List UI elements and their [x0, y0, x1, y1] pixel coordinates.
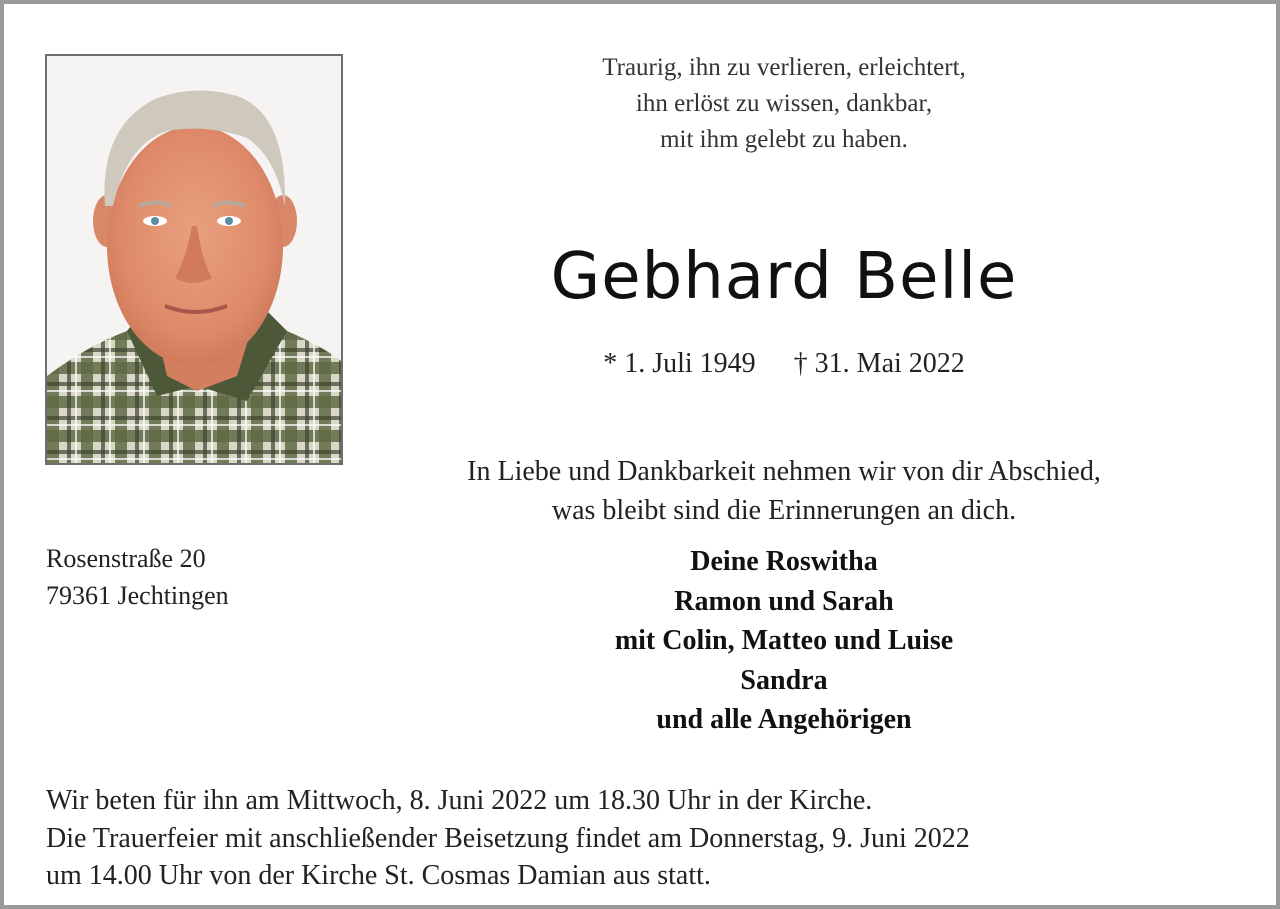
life-dates — [524, 344, 1044, 384]
farewell-text — [374, 452, 1194, 530]
service-line: um 14.00 Uhr von der Kirche St. Cosmas Damian aus statt. — [46, 860, 711, 891]
mourner-line: Deine Roswitha — [690, 546, 878, 577]
family-address — [46, 540, 366, 614]
mourner-line: und alle Angehörigen — [656, 704, 912, 735]
address-city: 79361 Jechtingen — [46, 581, 229, 610]
mourner-line: mit Colin, Matteo und Luise — [614, 625, 954, 656]
verse-line: Traurig, ihn zu verlieren, erleichtert, — [602, 54, 966, 81]
address-street: Rosenstraße 20 — [46, 544, 206, 573]
mourner-line: Sandra — [740, 664, 828, 696]
verse-line: mit ihm gelebt zu haben. — [660, 126, 908, 153]
death-date: † 31. Mai 2022 — [793, 348, 965, 379]
service-line: Die Trauerfeier mit anschließender Beisetzung findet am Donnerstag, 9. Juni 2022 — [46, 822, 970, 854]
mourners-list — [434, 542, 1134, 740]
farewell-line: was bleibt sind die Erinnerungen an dich. — [551, 495, 1017, 526]
service-information — [46, 782, 1246, 895]
verse-line: ihn erlöst zu wissen, dankbar, — [635, 90, 933, 117]
birth-date: * 1. Juli 1949 — [603, 348, 756, 379]
mourner-line: Ramon und Sarah — [674, 585, 894, 617]
memorial-verse — [444, 50, 1124, 158]
farewell-line: In Liebe und Dankbarkeit nehmen wir von dir Abschied, — [467, 456, 1101, 487]
portrait-photo — [45, 54, 343, 465]
deceased-name: Gebhard Belle — [550, 240, 1018, 314]
service-line: Wir beten für ihn am Mittwoch, 8. Juni 2022 um 18.30 Uhr in der Kirche. — [46, 785, 873, 816]
